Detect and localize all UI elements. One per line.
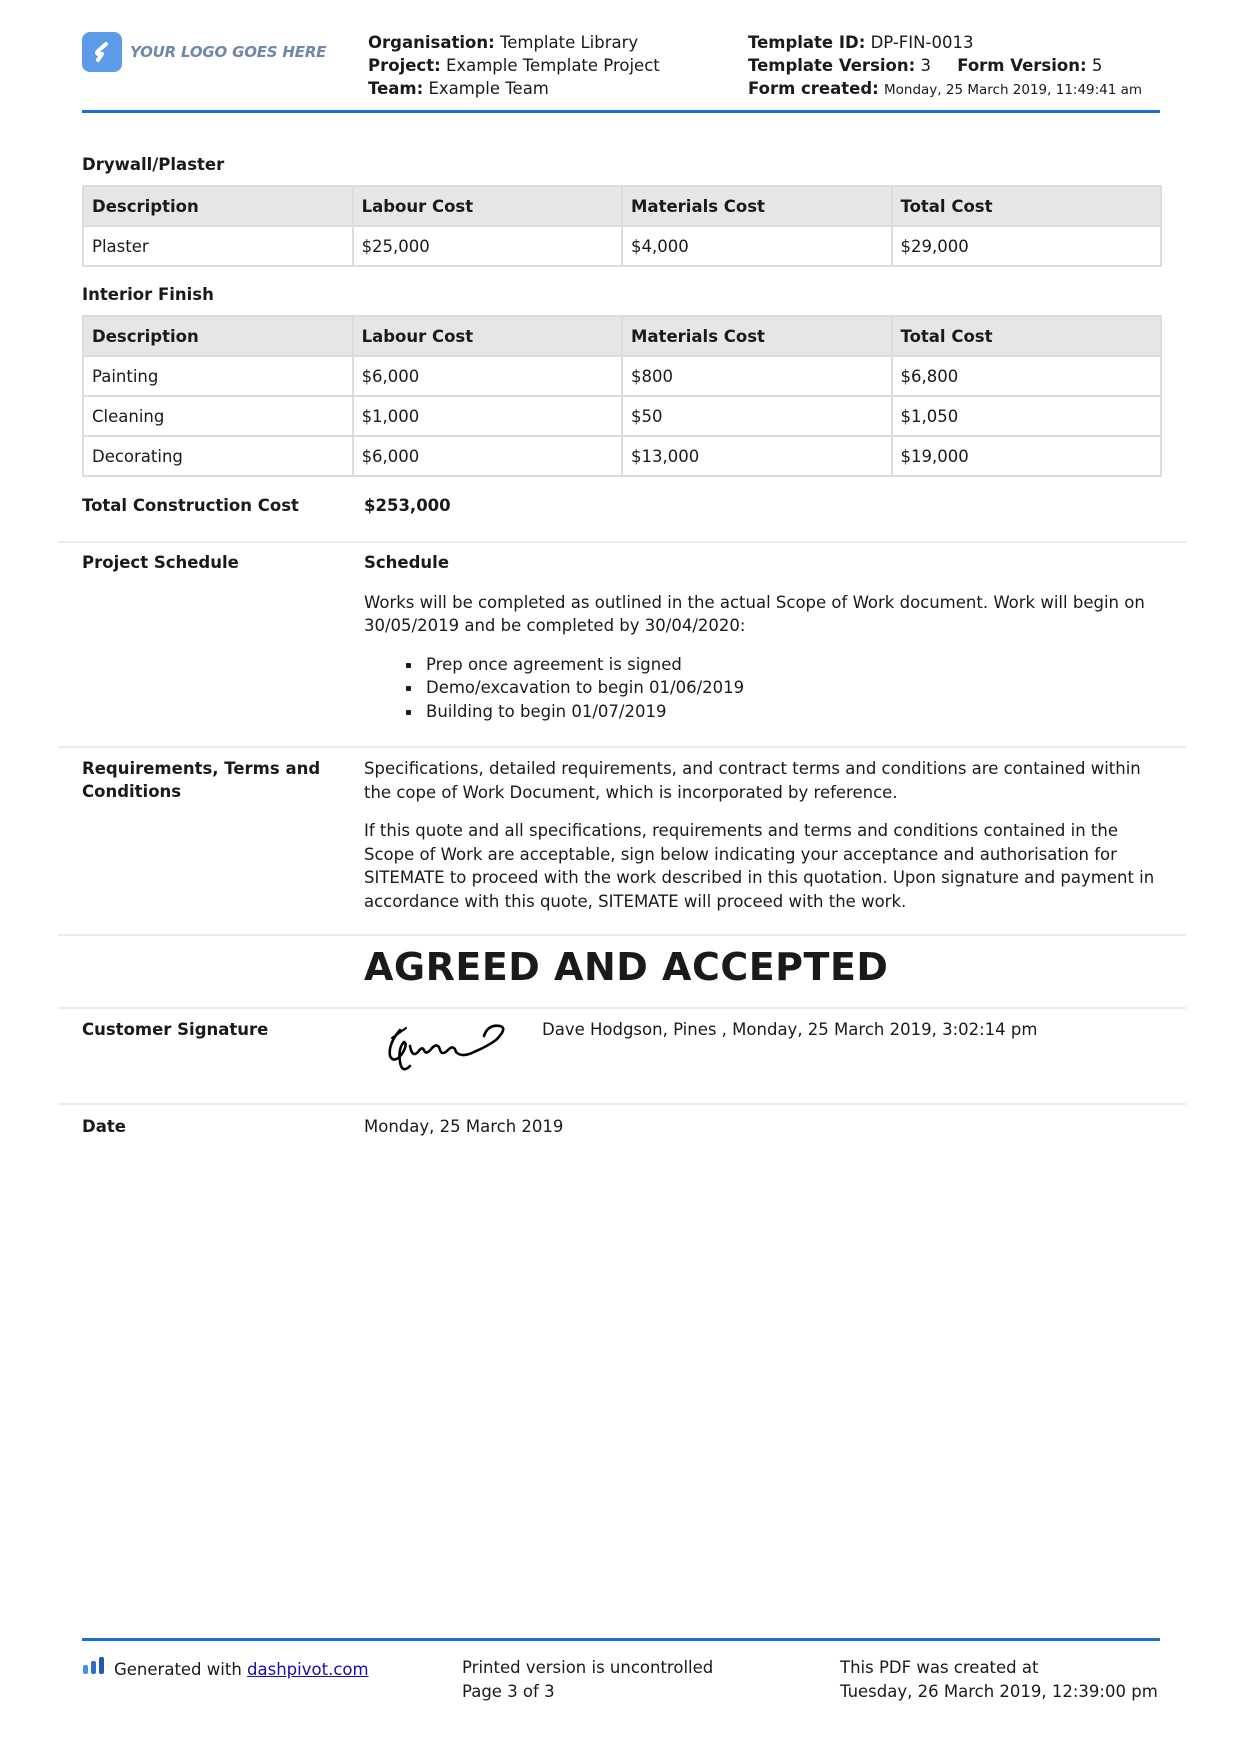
project-schedule-content xyxy=(364,551,1164,723)
table-cell: $6,800 xyxy=(892,356,1161,396)
company-logo xyxy=(82,32,326,72)
logo-text: YOUR LOGO GOES HERE xyxy=(130,43,327,61)
section-divider xyxy=(58,1007,1186,1009)
table-cell: Decorating xyxy=(83,436,353,476)
table-header-row xyxy=(83,186,1161,226)
column-header: Total Cost xyxy=(892,316,1161,356)
column-header: Description xyxy=(83,316,353,356)
column-header: Labour Cost xyxy=(353,316,622,356)
form-version-value: 5 xyxy=(1091,56,1103,75)
table-cell: Plaster xyxy=(83,226,353,266)
form-version-label: Form Version: xyxy=(957,56,1087,75)
table-cell: $1,050 xyxy=(892,396,1161,436)
header-org-info xyxy=(368,31,660,100)
header-template-info xyxy=(748,31,1142,102)
section-divider xyxy=(58,1103,1186,1105)
footer-created-info xyxy=(840,1656,1160,1703)
column-header: Materials Cost xyxy=(622,186,892,226)
table-cell: Painting xyxy=(83,356,353,396)
team-label: Team: xyxy=(368,79,424,98)
column-header: Total Cost xyxy=(892,186,1161,226)
pdf-created-label: This PDF was created at xyxy=(840,1658,1039,1677)
organisation-label: Organisation: xyxy=(368,33,495,52)
schedule-heading: Schedule xyxy=(364,553,450,572)
table-row xyxy=(83,226,1161,266)
terms-paragraph-2: If this quote and all specifications, requirements and terms and conditions contained in the Scope of Work are acceptable, sign below indicating your acceptance and authorisation for SITEMATE to proceed with the work described in this quotation. Upon signature and payment in accordance with this quote, SITEMATE will proceed with the work. xyxy=(364,821,1155,911)
list-item: Building to begin 01/07/2019 xyxy=(426,700,1164,724)
uncontrolled-notice: Printed version is uncontrolled xyxy=(462,1658,714,1677)
pdf-created-timestamp: Tuesday, 26 March 2019, 12:39:00 pm xyxy=(840,1681,1158,1701)
dashpivot-bars-icon xyxy=(82,1656,106,1683)
interior-cost-table xyxy=(82,315,1162,477)
drywall-cost-table xyxy=(82,185,1162,267)
date-label: Date xyxy=(82,1117,126,1136)
footer-generated xyxy=(82,1656,369,1683)
footer-control-info xyxy=(462,1656,713,1703)
section-divider xyxy=(58,934,1186,936)
schedule-text: Works will be completed as outlined in the actual Scope of Work document. Work will begin on 30/05/2019 and be completed by 30/04/2020: xyxy=(364,592,1145,635)
header-divider xyxy=(82,110,1160,113)
table-cell: $800 xyxy=(622,356,892,396)
table-cell: Cleaning xyxy=(83,396,353,436)
project-label: Project: xyxy=(368,56,441,75)
table-cell: $4,000 xyxy=(622,226,892,266)
dashpivot-link[interactable]: dashpivot.com xyxy=(247,1659,369,1679)
column-header: Labour Cost xyxy=(353,186,622,226)
project-schedule-label: Project Schedule xyxy=(82,553,239,572)
agreed-heading: AGREED AND ACCEPTED xyxy=(364,945,889,989)
template-id-label: Template ID: xyxy=(748,33,866,52)
table-cell: $25,000 xyxy=(353,226,622,266)
schedule-list xyxy=(364,653,1164,724)
date-value: Monday, 25 March 2019 xyxy=(364,1117,564,1136)
terms-paragraph-1: Specifications, detailed requirements, and contract terms and conditions are contained within the cope of Work Document, which is incorporated by reference. xyxy=(364,759,1141,802)
customer-signature-label: Customer Signature xyxy=(82,1020,269,1039)
table-cell: $19,000 xyxy=(892,436,1161,476)
list-item: Prep once agreement is signed xyxy=(426,653,1164,677)
list-item: Demo/excavation to begin 01/06/2019 xyxy=(426,676,1164,700)
table-cell: $6,000 xyxy=(353,436,622,476)
template-id-value: DP-FIN-0013 xyxy=(870,33,974,52)
template-version-label: Template Version: xyxy=(748,56,916,75)
table-cell: $1,000 xyxy=(353,396,622,436)
table-cell: $6,000 xyxy=(353,356,622,396)
table-row xyxy=(83,356,1161,396)
signature-image xyxy=(384,1018,514,1080)
document-header xyxy=(82,28,1160,112)
terms-content xyxy=(364,757,1164,913)
project-value: Example Template Project xyxy=(445,56,660,75)
organisation-value: Template Library xyxy=(499,33,639,52)
table-cell: $29,000 xyxy=(892,226,1161,266)
table-cell: $50 xyxy=(622,396,892,436)
interior-section-title: Interior Finish xyxy=(82,285,214,304)
signature-details: Dave Hodgson, Pines , Monday, 25 March 2019, 3:02:14 pm xyxy=(542,1020,1038,1039)
footer-divider xyxy=(82,1638,1160,1641)
template-version-value: 3 xyxy=(920,56,931,75)
page-number: Page 3 of 3 xyxy=(462,1681,555,1701)
generated-prefix: Generated with xyxy=(114,1659,242,1679)
form-created-value: Monday, 25 March 2019, 11:49:41 am xyxy=(884,82,1143,98)
total-cost-label: Total Construction Cost xyxy=(82,496,299,515)
logo-mark-icon xyxy=(82,32,122,72)
table-header-row xyxy=(83,316,1161,356)
section-divider xyxy=(58,541,1186,543)
terms-label: Requirements, Terms and Conditions xyxy=(82,759,321,801)
column-header: Materials Cost xyxy=(622,316,892,356)
table-row xyxy=(83,436,1161,476)
section-divider xyxy=(58,746,1186,748)
table-row xyxy=(83,396,1161,436)
drywall-section-title: Drywall/Plaster xyxy=(82,155,225,174)
team-value: Example Team xyxy=(428,79,549,98)
column-header: Description xyxy=(83,186,353,226)
form-created-label: Form created: xyxy=(748,79,879,98)
table-cell: $13,000 xyxy=(622,436,892,476)
total-cost-value: $253,000 xyxy=(364,496,451,515)
